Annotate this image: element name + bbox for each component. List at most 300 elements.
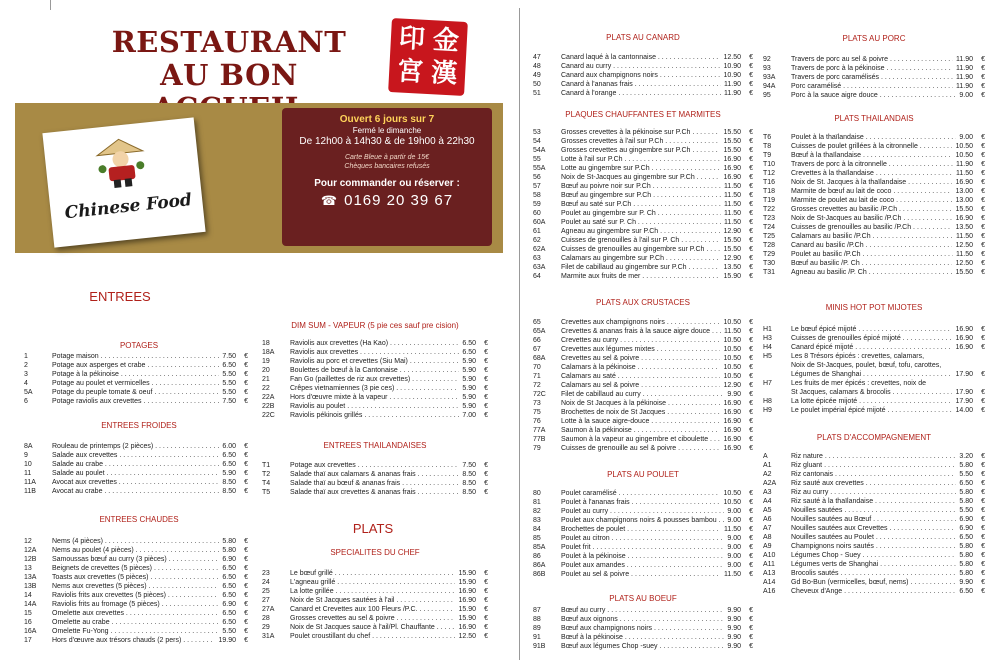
menu-item <box>763 406 985 415</box>
item-price: 13.00 <box>955 188 973 195</box>
item-code: 72C <box>533 391 546 398</box>
item-name: Légumes verts de Shanghai . . . <box>791 560 956 569</box>
menu-item <box>533 633 753 642</box>
item-code: 67 <box>533 346 541 353</box>
item-name: Boulettes de bœuf à la Cantonaise . . . <box>290 366 459 375</box>
item-price: 10.50 <box>955 152 973 159</box>
item-currency: € <box>244 637 248 644</box>
menu-item <box>262 569 488 578</box>
item-name: Filet de cabillaud au curry . . . <box>561 390 724 399</box>
section-title-hot-pot: MINIS HOT POT MIJOTES <box>825 303 923 312</box>
item-name: Travers de porc à la citronnelle . . . <box>791 160 953 169</box>
item-price: 16.90 <box>723 409 741 416</box>
menu-item <box>533 336 753 345</box>
menu-item <box>533 381 753 390</box>
menu-item <box>763 151 985 160</box>
item-code: H9 <box>763 407 772 414</box>
item-price: 5.90 <box>462 403 476 410</box>
item-currency: € <box>244 488 248 495</box>
menu-item <box>24 591 248 600</box>
menu-item <box>533 642 753 651</box>
item-currency: € <box>749 219 753 226</box>
menu-list <box>262 569 488 641</box>
fold-divider <box>519 8 520 660</box>
menu-item <box>24 564 248 573</box>
item-code: 71 <box>533 373 541 380</box>
seal-char: 宮 <box>396 56 424 88</box>
item-code: 86B <box>533 571 546 578</box>
item-currency: € <box>484 624 488 631</box>
item-code: T30 <box>763 260 776 267</box>
item-name: Poulet au citron . . . <box>561 534 724 543</box>
menu-item <box>24 627 248 636</box>
item-price: 11.50 <box>956 251 973 258</box>
menu-item <box>24 370 248 379</box>
item-code: 17 <box>24 637 32 644</box>
item-code: 77B <box>533 436 546 443</box>
item-price: 5.80 <box>222 547 236 554</box>
item-price: 7.50 <box>222 398 236 405</box>
item-currency: € <box>484 340 488 347</box>
item-name: Légumes de Shanghai . . . <box>791 370 952 379</box>
menu-item <box>763 352 985 361</box>
item-currency: € <box>749 54 753 61</box>
item-currency: € <box>484 471 488 478</box>
item-price: 7.00 <box>462 412 476 419</box>
item-code: A6 <box>763 516 772 523</box>
item-code: 65 <box>533 319 541 326</box>
item-currency: € <box>981 471 985 478</box>
chinese-seal-stamp <box>388 18 468 96</box>
item-code: A13 <box>763 570 776 577</box>
item-code: 55A <box>533 165 546 172</box>
item-currency: € <box>749 63 753 70</box>
item-currency: € <box>749 165 753 172</box>
item-name: Crevettes aux champignons noirs . . . <box>561 318 720 327</box>
item-code: 20 <box>262 367 270 374</box>
menu-item <box>24 573 248 582</box>
item-currency: € <box>981 83 985 90</box>
item-currency: € <box>484 489 488 496</box>
item-price: 5.80 <box>959 561 973 568</box>
item-currency: € <box>981 134 985 141</box>
item-name: Omelette au crabe . . . <box>52 618 219 627</box>
menu-item <box>533 128 753 137</box>
item-code: 11 <box>24 470 32 477</box>
item-currency: € <box>244 470 248 477</box>
item-currency: € <box>244 556 248 563</box>
item-currency: € <box>981 407 985 414</box>
item-code: A14 <box>763 579 776 586</box>
item-code: 18 <box>262 340 270 347</box>
menu-item <box>533 209 753 218</box>
item-currency <box>973 361 985 370</box>
item-code: 29 <box>262 624 270 631</box>
item-price: 6.50 <box>462 349 476 356</box>
item-price: 8.50 <box>462 471 476 478</box>
section-title-accompagnement: PLATS D'ACCOMPAGNEMENT <box>816 433 932 442</box>
item-code: 63A <box>533 264 546 271</box>
item-price: 11.90 <box>956 56 973 63</box>
item-name: Filet de cabillaud au gingembre sur P.Ch . . . <box>561 263 720 272</box>
item-name: Bœuf aux légumes Chop -suey . . . <box>561 642 724 651</box>
menu-item <box>533 408 753 417</box>
item-name: Canard aux champignons noirs . . . <box>561 71 720 80</box>
item-name: Saumon à la pékinoise . . . <box>561 426 720 435</box>
item-currency: € <box>244 592 248 599</box>
menu-item <box>533 534 753 543</box>
item-name: St Jacques, calamars & brocolis . . . <box>791 388 952 397</box>
title-line-1: RESTAURANT <box>111 25 347 59</box>
menu-item <box>533 236 753 245</box>
menu-item <box>533 146 753 155</box>
item-code: 91B <box>533 643 546 650</box>
item-price: 12.50 <box>458 633 476 640</box>
item-name: Marmite de bœuf au lait de coco . . . <box>791 187 952 196</box>
item-code: T9 <box>763 152 772 159</box>
menu-list <box>262 461 488 497</box>
item-price: 15.90 <box>458 579 476 586</box>
item-code: A8 <box>763 534 772 541</box>
item-code: 63 <box>533 255 541 262</box>
menu-item <box>763 551 985 560</box>
menu-item <box>262 488 488 497</box>
item-currency: € <box>749 373 753 380</box>
item-price: 6.50 <box>959 480 973 487</box>
item-name: Poulet frit . . . <box>561 543 724 552</box>
item-name: Potage raviolis aux crevettes . . . <box>52 397 219 406</box>
menu-item <box>24 600 248 609</box>
menu-item <box>24 361 248 370</box>
menu-item <box>533 53 753 62</box>
item-currency: € <box>981 579 985 586</box>
item-price: 6.90 <box>222 601 236 608</box>
section-title-potages: POTAGES <box>119 341 159 350</box>
menu-item <box>24 451 248 460</box>
item-currency: € <box>749 409 753 416</box>
item-code: 65A <box>533 328 546 335</box>
item-name: Raviolis pékinois grillés . . . <box>290 411 459 420</box>
item-name: Rouleau de printemps (2 pièces) . . . <box>52 442 219 451</box>
menu-item <box>763 133 985 142</box>
item-name: Cheveux d'Ange . . . <box>791 587 956 596</box>
item-currency: € <box>484 385 488 392</box>
menu-item <box>763 73 985 82</box>
item-code: 31A <box>262 633 275 640</box>
item-code: 2 <box>24 362 28 369</box>
item-price: 9.00 <box>727 517 741 524</box>
item-name: Lotte à la sauce aigre-douce . . . <box>561 417 720 426</box>
item-price: 12.90 <box>723 228 741 235</box>
item-currency: € <box>981 326 985 333</box>
item-price: 6.50 <box>462 340 476 347</box>
item-currency: € <box>749 90 753 97</box>
item-currency: € <box>981 543 985 550</box>
item-price: 10.50 <box>723 373 741 380</box>
menu-item <box>262 402 488 411</box>
menu-list <box>24 352 248 406</box>
menu-item <box>533 254 753 263</box>
item-code: T8 <box>763 143 772 150</box>
item-currency: € <box>244 443 248 450</box>
menu-item <box>262 393 488 402</box>
item-currency: € <box>981 74 985 81</box>
item-name: Poulet à la thaïlandaise . . . <box>791 133 956 142</box>
item-name: Bœuf au gingembre sur P.Ch . . . <box>561 191 721 200</box>
opening-info-panel <box>282 108 492 246</box>
item-price: 8.50 <box>462 480 476 487</box>
item-price: 13.50 <box>955 224 973 231</box>
menu-item <box>533 71 753 80</box>
item-name: Omelette Fu-Yong . . . <box>52 627 219 636</box>
menu-item <box>763 506 985 515</box>
item-code: A7 <box>763 525 772 532</box>
section-title-thai-plats: PLATS THAILANDAIS <box>834 114 914 123</box>
menu-item <box>533 417 753 426</box>
item-price: 5.80 <box>959 552 973 559</box>
item-price: 5.80 <box>959 570 973 577</box>
item-price: 9.90 <box>727 625 741 632</box>
chinese-food-logo-card <box>42 117 205 247</box>
item-code: 88 <box>533 616 541 623</box>
menu-item <box>262 461 488 470</box>
section-title-boeuf: PLATS AU BOEUF <box>609 594 677 603</box>
menu-item <box>533 426 753 435</box>
item-code: 54 <box>533 138 541 145</box>
menu-item <box>763 515 985 524</box>
item-name: Noix de St-Jacques au basilic /P.Ch . . . <box>791 214 952 223</box>
menu-item <box>763 497 985 506</box>
item-code: 91 <box>533 634 541 641</box>
menu-item <box>533 245 753 254</box>
item-currency <box>973 352 985 361</box>
item-code: H7 <box>763 380 772 387</box>
item-currency: € <box>749 427 753 434</box>
item-name: Lotte au gingembre sur P.Ch . . . <box>561 164 720 173</box>
menu-item <box>533 345 753 354</box>
item-price: 11.50 <box>724 183 741 190</box>
item-code: 86A <box>533 562 546 569</box>
item-currency: € <box>749 364 753 371</box>
item-currency: € <box>981 224 985 231</box>
item-price: 12.50 <box>955 242 973 249</box>
entrees-heading: ENTREES <box>89 289 151 304</box>
card-payment: Carte Bleue à partir de 15€ <box>344 154 430 161</box>
item-price: 9.90 <box>727 391 741 398</box>
item-code: 73 <box>533 400 541 407</box>
item-price: 19.90 <box>218 637 236 644</box>
item-price: 9.00 <box>959 134 973 141</box>
menu-item <box>533 435 753 444</box>
item-price: 6.50 <box>959 588 973 595</box>
item-name: Potage à la pékinoise . . . <box>52 370 219 379</box>
left-border <box>50 0 51 10</box>
menu-item <box>763 55 985 64</box>
item-code: A3 <box>763 489 772 496</box>
item-currency: € <box>749 72 753 79</box>
item-price: 5.80 <box>959 498 973 505</box>
item-code: 22A <box>262 394 275 401</box>
menu-item <box>533 263 753 272</box>
item-code: 94A <box>763 83 776 90</box>
item-currency: € <box>749 643 753 650</box>
menu-item <box>763 569 985 578</box>
item-code: 13B <box>24 583 37 590</box>
item-name: Poulet à la pékinoise . . . <box>561 552 724 561</box>
item-currency: € <box>981 335 985 342</box>
item-price: 12.50 <box>723 54 741 61</box>
item-price: 9.00 <box>727 553 741 560</box>
item-name: Canard laqué à la cantonnaise . . . <box>561 53 720 62</box>
item-price: 16.90 <box>955 179 973 186</box>
item-currency: € <box>749 255 753 262</box>
item-name: Canard à l'ananas frais . . . <box>561 80 721 89</box>
item-currency: € <box>981 570 985 577</box>
item-name: Potage aux crevettes . . . <box>290 461 459 470</box>
chinese-food-logo-text: Chinese Food <box>63 190 193 224</box>
item-price: 17.90 <box>955 389 973 396</box>
item-price: 16.90 <box>723 445 741 452</box>
item-price: 5.50 <box>222 371 236 378</box>
item-price: 8.50 <box>462 489 476 496</box>
item-code: A10 <box>763 552 776 559</box>
item-currency: € <box>981 65 985 72</box>
item-name: Canard à l'orange . . . <box>561 89 721 98</box>
item-price: 6.00 <box>222 443 236 450</box>
item-name: Brochettes de poulet . . . <box>561 525 721 534</box>
item-code: 10 <box>24 461 32 468</box>
item-name: Fan Go (paillettes de riz aux crevettes) . . . <box>290 375 459 384</box>
menu-item <box>533 182 753 191</box>
item-price: 16.90 <box>723 400 741 407</box>
item-name: Bœuf au curry . . . <box>561 606 724 615</box>
section-title-poulet: PLATS AU POULET <box>607 470 679 479</box>
item-name: Crevettes au curry . . . <box>561 336 720 345</box>
item-code: 60A <box>533 219 546 226</box>
item-currency: € <box>484 376 488 383</box>
item-currency: € <box>484 358 488 365</box>
item-code: T16 <box>763 179 776 186</box>
item-price: 9.00 <box>727 535 741 542</box>
menu-item <box>763 560 985 569</box>
item-currency: € <box>749 156 753 163</box>
item-currency: € <box>981 251 985 258</box>
menu-item <box>24 388 248 397</box>
menu-item <box>763 361 985 370</box>
menu-item <box>763 223 985 232</box>
menu-item <box>533 543 753 552</box>
item-price: 11.90 <box>956 83 973 90</box>
title-line-2: AU BON <box>160 58 298 92</box>
item-name: Cuisses de grenouilles à l'ail sur P. Ch . . . <box>561 236 720 245</box>
item-code: 3 <box>24 371 28 378</box>
item-price: 16.90 <box>458 597 476 604</box>
item-price: 11.50 <box>724 210 741 217</box>
item-code <box>763 361 791 370</box>
item-name: Nouilles sautées . . . <box>791 506 956 515</box>
item-name: Travers de porc caramélisés . . . <box>791 73 953 82</box>
item-name: Canard au curry . . . <box>561 62 720 71</box>
item-currency: € <box>981 507 985 514</box>
item-code: 76 <box>533 418 541 425</box>
item-code: 12 <box>24 538 32 545</box>
item-currency: € <box>244 371 248 378</box>
item-price: 8.50 <box>222 479 236 486</box>
item-code: 27 <box>262 597 270 604</box>
item-price: 12.50 <box>955 260 973 267</box>
item-name: Beignets de crevettes (5 pièces) . . . <box>52 564 219 573</box>
item-name: Poulet au basilic /P.Ch . . . <box>791 250 953 259</box>
item-name: Calamars à la pékinoise . . . <box>561 363 720 372</box>
menu-item <box>533 155 753 164</box>
item-currency: € <box>244 362 248 369</box>
item-name: Champignons noirs sautés . . . <box>791 542 956 551</box>
menu-item <box>763 241 985 250</box>
menu-item <box>763 160 985 169</box>
menu-item <box>533 606 753 615</box>
item-name: Potage aux asperges et crabe . . . <box>52 361 219 370</box>
item-name: Poulet au sel & poivre . . . <box>561 570 721 579</box>
item-code: 95 <box>763 92 771 99</box>
item-currency: € <box>749 228 753 235</box>
menu-item <box>262 366 488 375</box>
item-price: 9.90 <box>727 634 741 641</box>
item-price: 7.50 <box>222 353 236 360</box>
item-currency: € <box>981 480 985 487</box>
item-code: A1 <box>763 462 772 469</box>
menu-item <box>763 187 985 196</box>
item-code: 16 <box>24 619 32 626</box>
menu-item <box>533 218 753 227</box>
seal-char: 印 <box>398 23 426 55</box>
menu-item <box>533 399 753 408</box>
item-price: 11.90 <box>956 74 973 81</box>
item-name: Calamars au saté . . . <box>561 372 720 381</box>
item-name: Salade thaï aux calamars & ananas frais . . . <box>290 470 459 479</box>
menu-item <box>24 442 248 451</box>
item-currency: € <box>749 517 753 524</box>
plats-heading: PLATS <box>352 521 394 536</box>
item-currency: € <box>749 625 753 632</box>
item-code: 11A <box>24 479 36 486</box>
item-name: Grosses crevettes à la pékinoise sur P.Ch . . . <box>561 128 720 137</box>
item-name: Grosses crevettes à l'ail sur P.Ch . . . <box>561 137 720 146</box>
item-code: 70 <box>533 364 541 371</box>
item-name: Samoussas bœuf au curry (3 pièces) . . . <box>52 555 219 564</box>
item-currency: € <box>749 355 753 362</box>
menu-item <box>533 164 753 173</box>
item-name: Grosses crevettes au sel & poivre . . . <box>290 614 455 623</box>
item-currency: € <box>981 197 985 204</box>
item-code: T10 <box>763 161 776 168</box>
item-price: 6.90 <box>222 556 236 563</box>
item-currency: € <box>981 233 985 240</box>
item-currency: € <box>749 391 753 398</box>
item-code: 18A <box>262 349 275 356</box>
item-code: 11B <box>24 488 36 495</box>
menu-item <box>533 372 753 381</box>
menu-item <box>24 460 248 469</box>
menu-item <box>763 397 985 406</box>
menu-list <box>763 325 985 415</box>
item-price: 12.90 <box>723 382 741 389</box>
item-currency: € <box>749 508 753 515</box>
item-code: 68A <box>533 355 546 362</box>
menu-item <box>763 488 985 497</box>
item-name: Le bœuf grillé . . . <box>290 569 455 578</box>
item-code: T28 <box>763 242 776 249</box>
item-name: Riz au curry . . . <box>791 488 956 497</box>
